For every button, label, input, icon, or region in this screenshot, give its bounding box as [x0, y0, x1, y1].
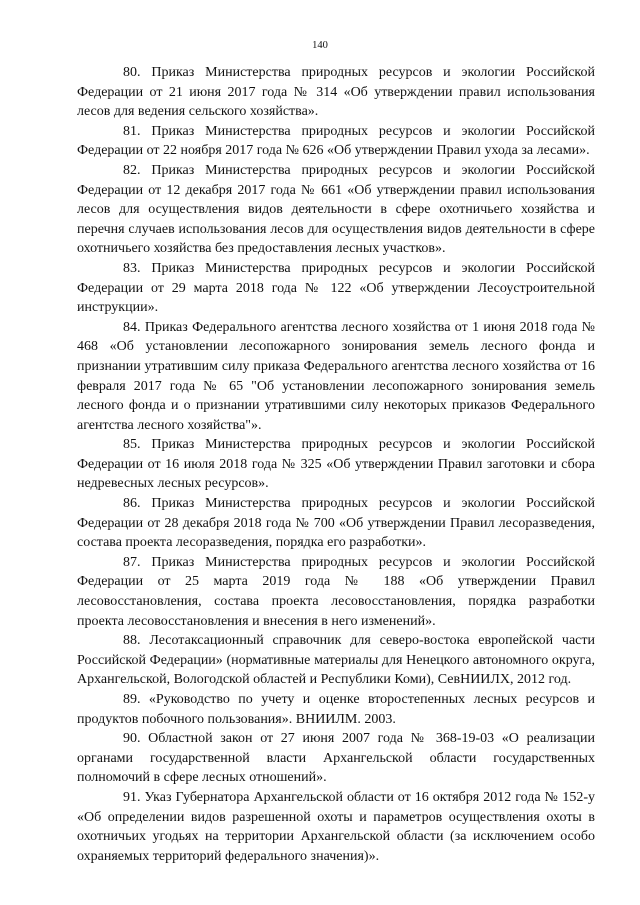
reference-list — [77, 63, 595, 866]
page-number: 140 — [312, 40, 328, 51]
list-item: 81. Приказ Министерства природных ресурсов и экологии Российской Федерации от 22 ноября 2017 года № 626 «Об утверждении Правил ухода за лесами». — [77, 123, 595, 159]
list-item: 80. Приказ Министерства природных ресурсов и экологии Российской Федерации от 21 июня 2017 года № 314 «Об утверждении правил использования лесов для ведения сельского хозяйства». — [77, 65, 595, 120]
list-item: 85. Приказ Министерства природных ресурсов и экологии Российской Федерации от 16 июля 2018 года № 325 «Об утверждении Правил заготовки и сбора недревесных лесных ресурсов». — [77, 437, 595, 492]
list-item: 90. Областной закон от 27 июня 2007 года № 368-19-03 «О реализации органами государственной власти Архангельской области государственных полномочий в сфере лесных отношений». — [77, 731, 595, 786]
list-item: 91. Указ Губернатора Архангельской области от 16 октября 2012 года № 152-у «Об определении видов разрешенной охоты и параметров осуществления охоты в охотничьих угодьях на территории Архангельской области (за исключением особо охраняемых территорий федерального значения)». — [77, 789, 595, 864]
list-item: 89. «Руководство по учету и оценке второстепенных лесных ресурсов и продуктов побочного пользования». ВНИИЛМ. 2003. — [77, 692, 595, 727]
list-item: 82. Приказ Министерства природных ресурсов и экологии Российской Федерации от 12 декабря 2017 года № 661 «Об утверждении правил использования лесов для осуществления видов деятельности в сфере охотничьего хозяйства и перечня случаев использования лесов для осуществления видов деятельности в сфере охотничьего хозяйства без предоставления лесных участков». — [77, 162, 595, 257]
list-item: 88. Лесотаксационный справочник для северо-востока европейской части Российской Федерации» (нормативные материалы для Ненецкого автономного округа, Архангельской, Вологодской областей и Республики Коми), СевНИИЛХ, 2012 год. — [77, 633, 595, 688]
list-item: 84. Приказ Федерального агентства лесного хозяйства от 1 июня 2018 года № 468 «Об установлении лесопожарного зонирования земель лесного фонда и признании утратившим силу приказа Федерального агентства лесного хозяйства от 16 февраля 2017 года № 65 "Об установлении лесопожарного зонирования земель лесного фонда и о признании утратившими силу некоторых приказов Федерального агентства лесного хозяйства"». — [77, 319, 595, 433]
list-item: 87. Приказ Министерства природных ресурсов и экологии Российской Федерации от 25 марта 2019 года № 188 «Об утверждении Правил лесовосстановления, состава проекта лесовосстановления, порядка разработки проекта лесовосстановления и внесения в него изменений». — [77, 554, 595, 629]
list-item: 83. Приказ Министерства природных ресурсов и экологии Российской Федерации от 29 марта 2018 года № 122 «Об утверждении Лесоустроительной инструкции». — [77, 260, 595, 316]
list-item: 86. Приказ Министерства природных ресурсов и экологии Российской Федерации от 28 декабря 2018 года № 700 «Об утверждении Правил лесоразведения, состава проекта лесоразведения, порядка его разработки». — [77, 496, 595, 551]
